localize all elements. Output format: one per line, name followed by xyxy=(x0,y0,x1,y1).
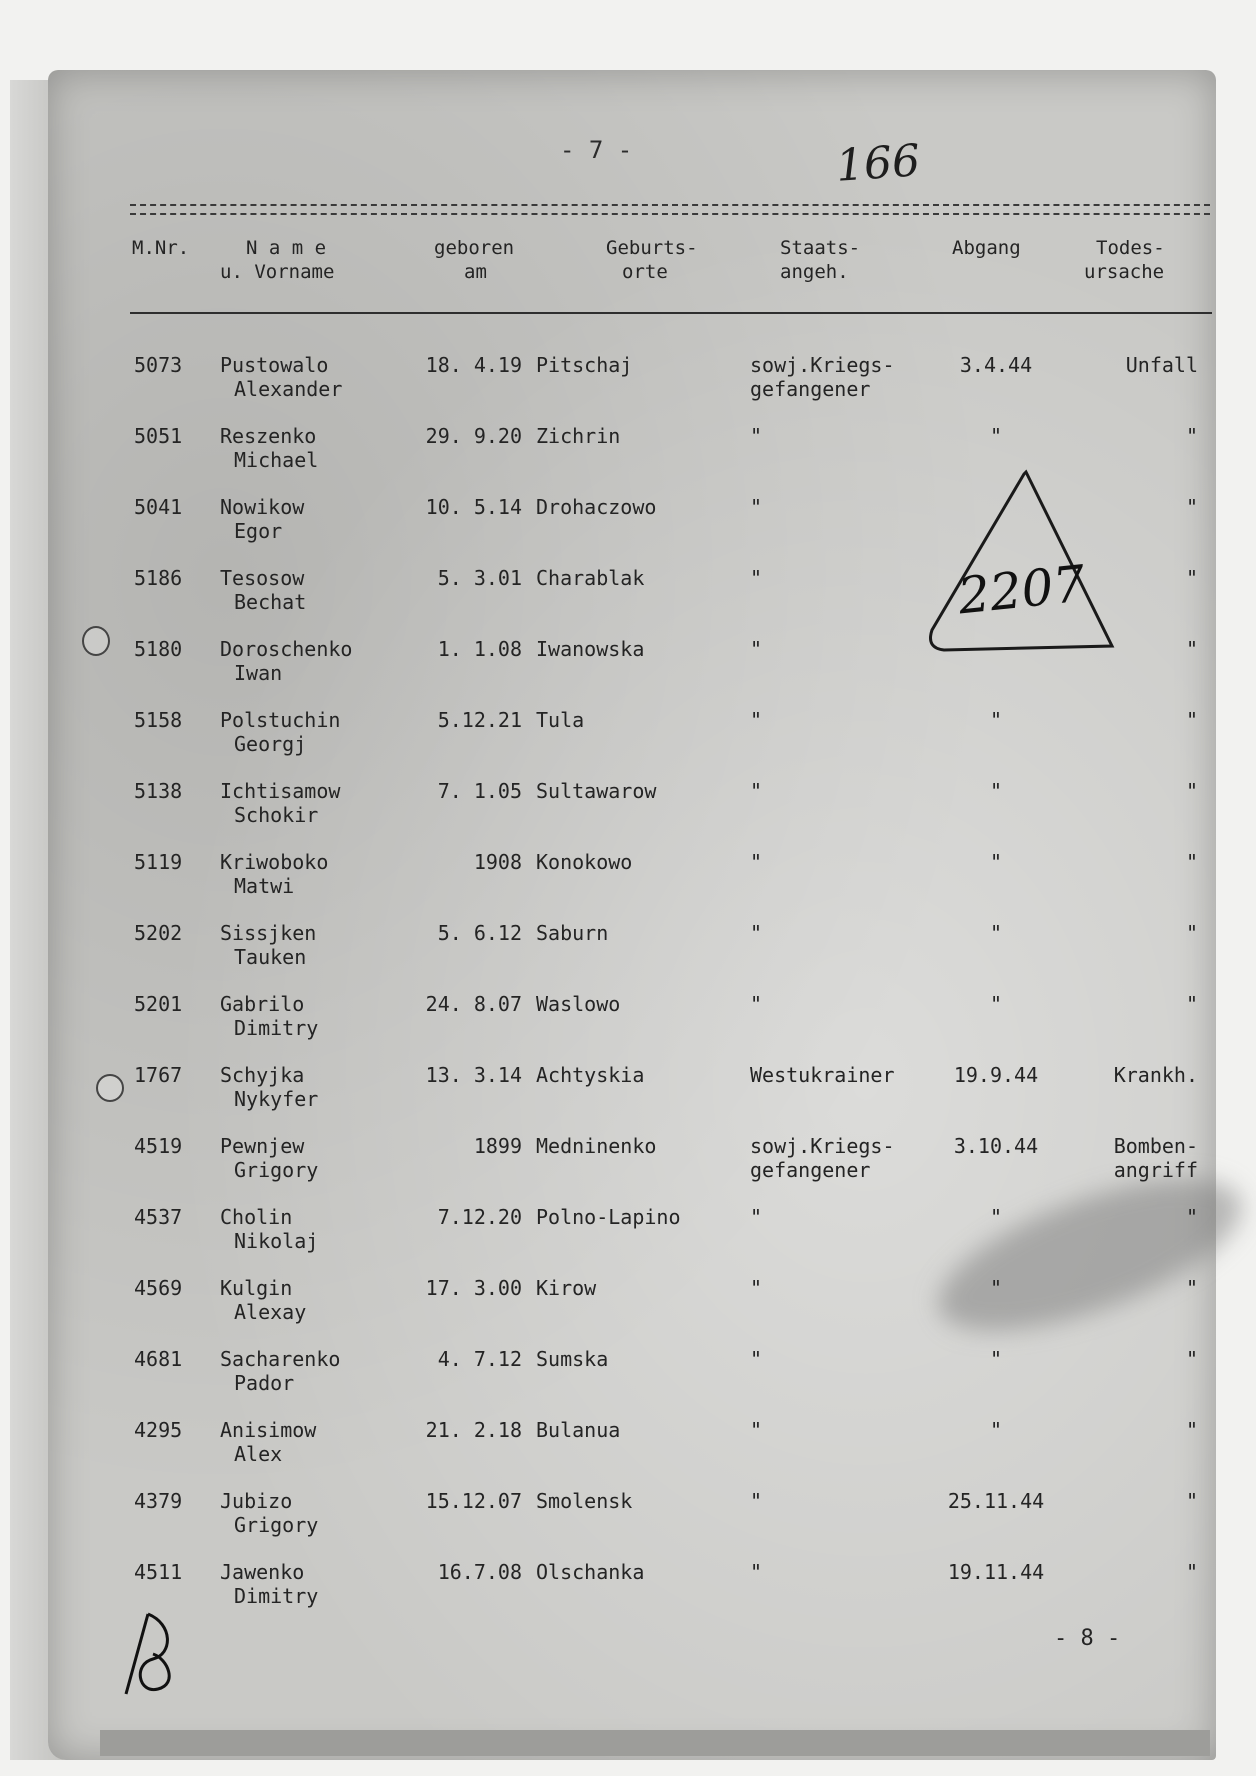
cell-birthdate: 1908 xyxy=(473,850,522,874)
cell-number: 4511 xyxy=(134,1560,183,1584)
cell-number: 5186 xyxy=(134,566,183,590)
cell-surname: Ichtisamow xyxy=(220,779,341,803)
cell-birthplace: Pitschaj xyxy=(536,353,633,377)
page-number-bottom: - 8 - xyxy=(1054,1626,1121,1651)
cell-number: 5119 xyxy=(134,850,183,874)
cell-firstname: Matwi xyxy=(234,874,295,898)
cell-number: 5158 xyxy=(134,708,183,732)
cell-nationality: sowj.Kriegs- xyxy=(750,353,895,377)
cell-nationality: " xyxy=(750,779,763,803)
cell-number: 5041 xyxy=(134,495,183,519)
cell-departure: " xyxy=(989,424,1003,448)
cell-cause: " xyxy=(1185,495,1198,519)
page-number-top: - 7 - xyxy=(560,136,633,164)
cell-surname: Cholin xyxy=(220,1205,293,1229)
cell-birthdate: 5. 3.01 xyxy=(437,566,522,590)
cell-birthdate: 21. 2.18 xyxy=(425,1418,522,1442)
cell-surname: Pustowalo xyxy=(220,353,329,377)
cell-firstname: Pador xyxy=(234,1371,295,1395)
cell-cause: " xyxy=(1185,1276,1198,1300)
cell-nationality: Westukrainer xyxy=(750,1063,895,1087)
header-orte: orte xyxy=(622,261,668,283)
cell-birthdate: 1. 1.08 xyxy=(437,637,522,661)
cell-cause: " xyxy=(1185,1418,1198,1442)
cell-departure: 3.4.44 xyxy=(959,353,1033,377)
cell-birthdate: 5.12.21 xyxy=(437,708,522,732)
cell-surname: Kulgin xyxy=(220,1276,293,1300)
cell-cause: " xyxy=(1185,992,1198,1016)
header-rule xyxy=(130,312,1212,314)
cell-cause-cont: angriff xyxy=(1113,1158,1198,1182)
cell-departure: " xyxy=(989,992,1003,1016)
cell-cause: " xyxy=(1185,921,1198,945)
cell-cause: Bomben- xyxy=(1113,1134,1198,1158)
cell-nationality: " xyxy=(750,708,763,732)
cell-cause: " xyxy=(1185,1347,1198,1371)
cell-birthdate: 17. 3.00 xyxy=(425,1276,522,1300)
cell-surname: Reszenko xyxy=(220,424,317,448)
cell-number: 5201 xyxy=(134,992,183,1016)
cell-departure: 3.10.44 xyxy=(953,1134,1039,1158)
cell-birthdate: 13. 3.14 xyxy=(425,1063,522,1087)
header-name: N a m e xyxy=(246,237,327,259)
cell-birthplace: Olschanka xyxy=(536,1560,645,1584)
cell-firstname: Iwan xyxy=(234,661,283,685)
cell-birthplace: Zichrin xyxy=(536,424,621,448)
cell-nationality-cont: gefangener xyxy=(750,377,871,401)
cell-birthdate: 4. 7.12 xyxy=(437,1347,522,1371)
cell-cause: " xyxy=(1185,637,1198,661)
cell-birthplace: Charablak xyxy=(536,566,645,590)
cell-departure: " xyxy=(989,850,1003,874)
handwritten-mark xyxy=(118,1604,188,1704)
cell-number: 5051 xyxy=(134,424,183,448)
cell-nationality: " xyxy=(750,1418,763,1442)
cell-firstname: Alexander xyxy=(234,377,343,401)
cell-number: 4681 xyxy=(134,1347,183,1371)
cell-firstname: Nikolaj xyxy=(234,1229,319,1253)
cell-cause: " xyxy=(1185,566,1198,590)
stamp-number: 2207 xyxy=(955,554,1088,626)
cell-number: 5202 xyxy=(134,921,183,945)
cell-departure: " xyxy=(989,779,1003,803)
cell-birthplace: Saburn xyxy=(536,921,609,945)
cell-nationality: " xyxy=(750,921,763,945)
cell-birthdate: 7.12.20 xyxy=(437,1205,522,1229)
cell-firstname: Grigory xyxy=(234,1158,319,1182)
cell-cause: " xyxy=(1185,1489,1198,1513)
cell-birthdate: 29. 9.20 xyxy=(425,424,522,448)
cell-cause: Krankh. xyxy=(1113,1063,1198,1087)
cell-birthdate: 24. 8.07 xyxy=(425,992,522,1016)
cell-cause: " xyxy=(1185,424,1198,448)
cell-birthplace: Sumska xyxy=(536,1347,609,1371)
cell-cause: Unfall xyxy=(1125,353,1198,377)
cell-firstname: Nykyfer xyxy=(234,1087,319,1111)
cell-surname: Nowikow xyxy=(220,495,305,519)
cell-birthdate: 18. 4.19 xyxy=(425,353,522,377)
cell-surname: Gabrilo xyxy=(220,992,305,1016)
cell-firstname: Schokir xyxy=(234,803,319,827)
cell-nationality: " xyxy=(750,637,763,661)
cell-number: 4295 xyxy=(134,1418,183,1442)
cell-nationality: " xyxy=(750,1560,763,1584)
cell-nationality: " xyxy=(750,1205,763,1229)
cell-number: 5138 xyxy=(134,779,183,803)
header-staatsangeh: Staats- xyxy=(780,237,861,259)
cell-birthplace: Medninenko xyxy=(536,1134,657,1158)
cell-surname: Doroschenko xyxy=(220,637,353,661)
cell-birthplace: Waslowo xyxy=(536,992,621,1016)
cell-departure: " xyxy=(989,1276,1003,1300)
header-double-rule xyxy=(130,204,1210,215)
header-todesursache: Todes- xyxy=(1096,237,1165,259)
cell-birthplace: Kirow xyxy=(536,1276,597,1300)
cell-nationality: " xyxy=(750,1489,763,1513)
cell-birthplace: Drohaczowo xyxy=(536,495,657,519)
cell-firstname: Dimitry xyxy=(234,1584,319,1608)
cell-number: 4537 xyxy=(134,1205,183,1229)
header-geburtsorte: Geburts- xyxy=(606,237,698,259)
cell-surname: Anisimow xyxy=(220,1418,317,1442)
cell-firstname: Dimitry xyxy=(234,1016,319,1040)
cell-firstname: Michael xyxy=(234,448,319,472)
cell-cause: " xyxy=(1185,779,1198,803)
cell-nationality: " xyxy=(750,566,763,590)
cell-birthdate: 16.7.08 xyxy=(437,1560,522,1584)
cell-firstname: Alex xyxy=(234,1442,283,1466)
header-abgang: Abgang xyxy=(952,237,1021,259)
cell-firstname: Tauken xyxy=(234,945,307,969)
cell-firstname: Grigory xyxy=(234,1513,319,1537)
cell-nationality: " xyxy=(750,1347,763,1371)
cell-birthdate: 15.12.07 xyxy=(425,1489,522,1513)
cell-firstname: Alexay xyxy=(234,1300,307,1324)
header-am: am xyxy=(464,261,487,283)
cell-departure: " xyxy=(989,1347,1003,1371)
cell-birthplace: Sultawarow xyxy=(536,779,657,803)
cell-nationality: " xyxy=(750,992,763,1016)
cell-nationality: " xyxy=(750,495,763,519)
cell-departure: 19.9.44 xyxy=(953,1063,1039,1087)
cell-departure: " xyxy=(989,1205,1003,1229)
cell-surname: Jawenko xyxy=(220,1560,305,1584)
cell-firstname: Bechat xyxy=(234,590,307,614)
cell-surname: Pewnjew xyxy=(220,1134,305,1158)
cell-surname: Kriwoboko xyxy=(220,850,329,874)
cell-birthplace: Smolensk xyxy=(536,1489,633,1513)
cell-number: 5180 xyxy=(134,637,183,661)
punch-hole xyxy=(96,1074,124,1102)
cell-nationality: sowj.Kriegs- xyxy=(750,1134,895,1158)
header-ursache: ursache xyxy=(1084,261,1165,283)
cell-nationality-cont: gefangener xyxy=(750,1158,871,1182)
cell-surname: Sacharenko xyxy=(220,1347,341,1371)
cell-birthdate: 10. 5.14 xyxy=(425,495,522,519)
cell-nationality: " xyxy=(750,1276,763,1300)
cell-departure: 19.11.44 xyxy=(947,1560,1045,1584)
cell-birthdate: 1899 xyxy=(473,1134,522,1158)
cell-surname: Sissjken xyxy=(220,921,317,945)
cell-number: 5073 xyxy=(134,353,183,377)
cell-number: 1767 xyxy=(134,1063,183,1087)
cell-birthdate: 5. 6.12 xyxy=(437,921,522,945)
cell-departure: " xyxy=(989,708,1003,732)
handwritten-page-number: 166 xyxy=(834,135,922,192)
cell-birthplace: Bulanua xyxy=(536,1418,621,1442)
cell-birthplace: Achtyskia xyxy=(536,1063,645,1087)
cell-departure: 25.11.44 xyxy=(947,1489,1045,1513)
cell-cause: " xyxy=(1185,1205,1198,1229)
cell-firstname: Georgj xyxy=(234,732,307,756)
cell-number: 4379 xyxy=(134,1489,183,1513)
cell-departure: " xyxy=(989,1418,1003,1442)
cell-firstname: Egor xyxy=(234,519,283,543)
cell-cause: " xyxy=(1185,708,1198,732)
cell-birthplace: Polno-Lapino xyxy=(536,1205,681,1229)
cell-surname: Jubizo xyxy=(220,1489,293,1513)
punch-hole xyxy=(82,626,110,656)
header-angeh: angeh. xyxy=(780,261,849,283)
cell-cause: " xyxy=(1185,850,1198,874)
cell-number: 4519 xyxy=(134,1134,183,1158)
cell-departure: " xyxy=(989,921,1003,945)
cell-birthplace: Konokowo xyxy=(536,850,633,874)
cell-nationality: " xyxy=(750,424,763,448)
cell-surname: Tesosow xyxy=(220,566,305,590)
header-vorname: u. Vorname xyxy=(220,261,335,283)
cell-surname: Schyjka xyxy=(220,1063,305,1087)
scan-border xyxy=(100,1730,1210,1756)
header-geboren: geboren xyxy=(434,237,515,259)
cell-birthplace: Iwanowska xyxy=(536,637,645,661)
cell-surname: Polstuchin xyxy=(220,708,341,732)
cell-birthdate: 7. 1.05 xyxy=(437,779,522,803)
cell-nationality: " xyxy=(750,850,763,874)
cell-number: 4569 xyxy=(134,1276,183,1300)
cell-cause: " xyxy=(1185,1560,1198,1584)
header-mnr: M.Nr. xyxy=(132,237,190,259)
cell-birthplace: Tula xyxy=(536,708,585,732)
